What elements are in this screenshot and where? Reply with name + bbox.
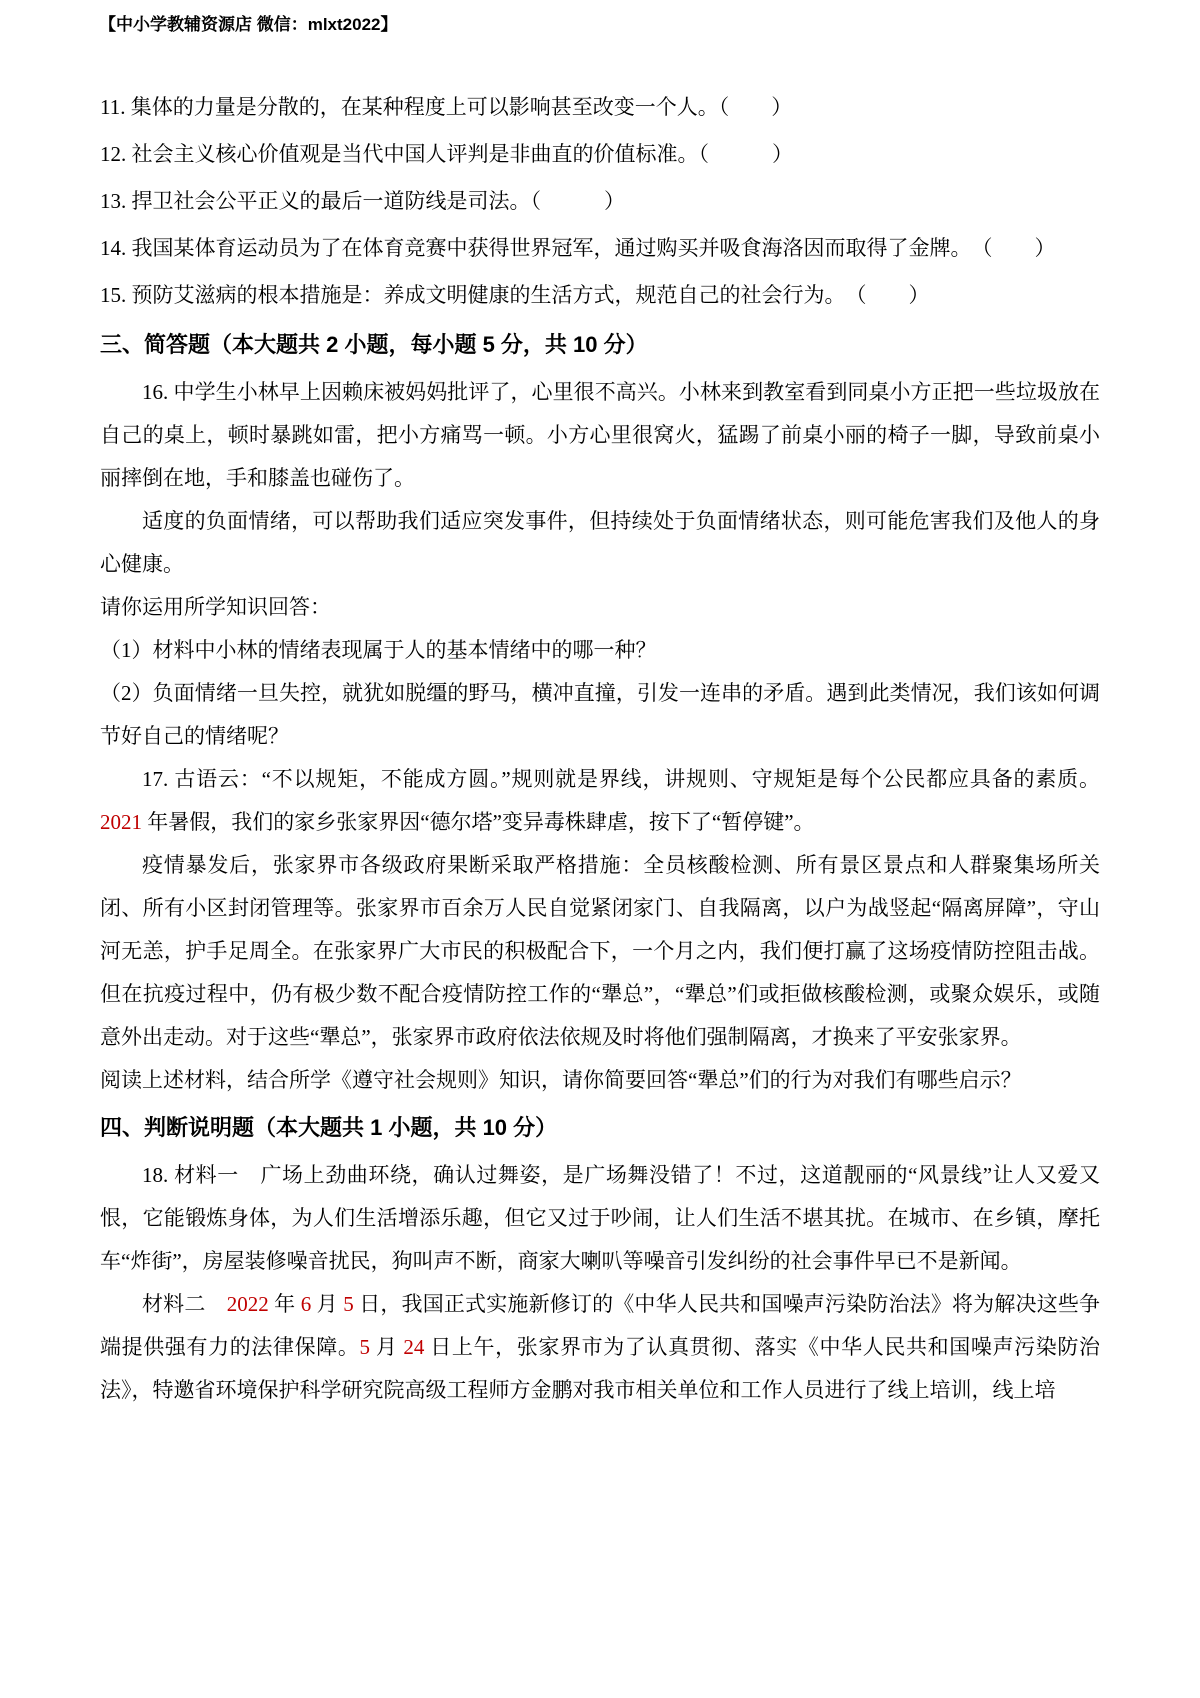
q16-subquestion-1: （1）材料中小林的情绪表现属于人的基本情绪中的哪一种？ (100, 638, 657, 662)
q18-month-6: 6 (300, 1292, 312, 1316)
q18-year-2022: 2022 (226, 1292, 269, 1316)
q18-m2-label: 材料二 (142, 1292, 227, 1316)
page-content (100, 84, 1100, 1412)
q18-m2-text-a: 年 (268, 1292, 301, 1316)
q18-day-5: 5 (343, 1292, 354, 1316)
q17-intro-text-after: 年暑假，我们的家乡张家界因“德尔塔”变异毒株肆虐，按下了“暂停键”。 (142, 810, 815, 834)
q18-material-2 (100, 1283, 1100, 1412)
section3-heading: 三、简答题（本大题共 2 小题，每小题 5 分，共 10 分） (100, 332, 648, 357)
section4-heading: 四、判断说明题（本大题共 1 小题，共 10 分） (100, 1115, 558, 1140)
q18-m2-text-d: 月 (370, 1335, 404, 1359)
tf-item-13: 13. 捍卫社会公平正义的最后一道防线是司法。（ ） (100, 189, 625, 213)
q16-paragraph-note: 适度的负面情绪，可以帮助我们适应突发事件，但持续处于负面情绪状态，则可能危害我们及他人的身心健康。 (100, 509, 1100, 576)
q17-intro-text: 17. 古语云：“不以规矩，不能成方圆。”规则就是界线，讲规则、守规矩是每个公民都应具备的素质。 (142, 767, 1100, 791)
q18-m2-text-e: 日上午，张家界市为了认真贯彻、落实《中华人民共和国噪声污染防治法》，特邀省环境保护科学研究院高级工程师方金鹏对我市相关单位和工作人员进行了线上培训，线上培 (100, 1335, 1100, 1402)
q18-m2-text-c: 日，我国正式实施新修订的《中华人民共和国噪声污染防治法》将为解决这些争端提供强有力的法律保障。 (100, 1292, 1101, 1359)
q16-paragraph-prompt: 请你运用所学知识回答： (100, 595, 331, 619)
q18-m2-text-b: 月 (311, 1292, 344, 1316)
store-watermark: 【中小学教辅资源店 微信：mlxt2022】 (99, 15, 398, 34)
q17-question-prompt: 阅读上述材料，结合所学《遵守社会规则》知识，请你简要回答“犟总”们的行为对我们有哪些启示？ (100, 1068, 1022, 1092)
q17-year-2021: 2021 (100, 810, 142, 834)
q18-day-24: 24 (403, 1335, 425, 1359)
q16-paragraph-scenario: 16. 中学生小林早上因赖床被妈妈批评了，心里很不高兴。小林来到教室看到同桌小方正把一些垃圾放在自己的桌上，顿时暴跳如雷，把小方痛骂一顿。小方心里很窝火，猛踢了前桌小丽的椅子一脚，导致前桌小丽摔倒在地，手和膝盖也碰伤了。 (100, 380, 1100, 490)
q16-subquestion-2: （2）负面情绪一旦失控，就犹如脱缰的野马，横冲直撞，引发一连串的矛盾。遇到此类情况，我们该如何调节好自己的情绪呢？ (100, 681, 1100, 748)
tf-item-12: 12. 社会主义核心价值观是当代中国人评判是非曲直的价值标准。（ ） (100, 142, 793, 166)
tf-item-14: 14. 我国某体育运动员为了在体育竞赛中获得世界冠军，通过购买并吸食海洛因而取得了金牌。 （ ） (100, 236, 1056, 260)
tf-item-11: 11. 集体的力量是分散的，在某种程度上可以影响甚至改变一个人。（ ） (100, 95, 793, 119)
q18-material-1: 18. 材料一 广场上劲曲环绕，确认过舞姿，是广场舞没错了！不过，这道靓丽的“风景线”让人又爱又恨，它能锻炼身体，为人们生活增添乐趣，但它又过于吵闹，让人们生活不堪其扰。在城市、在乡镇，摩托车“炸街”，房屋装修噪音扰民，狗叫声不断，商家大喇叭等噪音引发纠纷的社会事件早已不是新闻。 (100, 1163, 1100, 1273)
tf-item-15: 15. 预防艾滋病的根本措施是：养成文明健康的生活方式，规范自己的社会行为。 （ ） (100, 283, 930, 307)
q17-paragraph-epidemic: 疫情暴发后，张家界市各级政府果断采取严格措施：全员核酸检测、所有景区景点和人群聚集场所关闭、所有小区封闭管理等。张家界市百余万人民自觉紧闭家门、自我隔离，以户为战竖起“隔离屏障”，守山河无恙，护手足周全。在张家界广大市民的积极配合下，一个月之内，我们便打赢了这场疫情防控阻击战。但在抗疫过程中，仍有极少数不配合疫情防控工作的“犟总”，“犟总”们或拒做核酸检测，或聚众娱乐，或随意外出走动。对于这些“犟总”，张家界市政府依法依规及时将他们强制隔离，才换来了平安张家界。 (100, 853, 1100, 1049)
q18-month-5: 5 (359, 1335, 370, 1359)
q17-paragraph-intro (100, 758, 1100, 844)
